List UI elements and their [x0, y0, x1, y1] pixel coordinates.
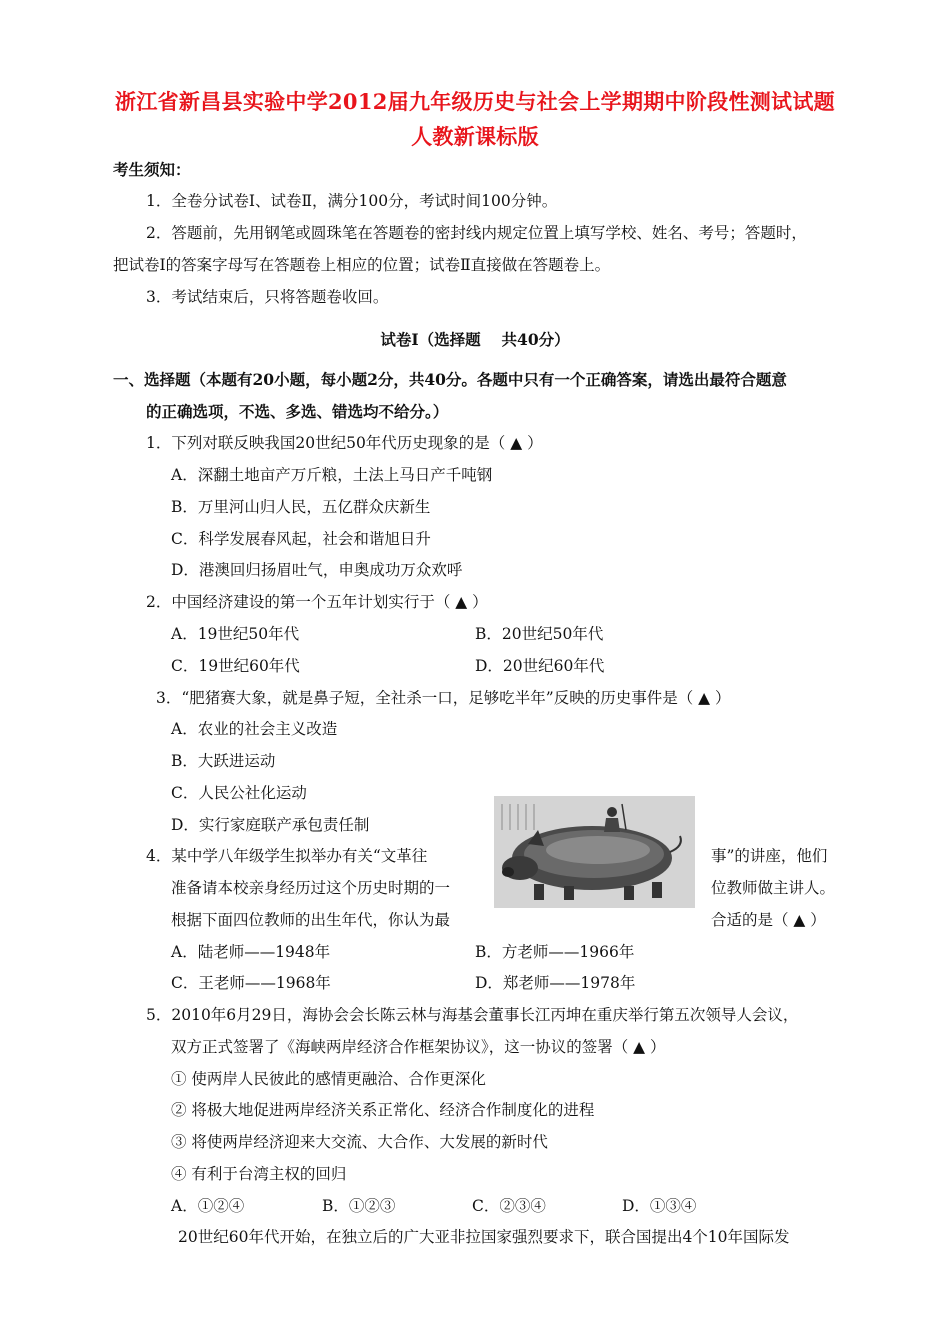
question-5-option: B．①②③ — [322, 1197, 396, 1215]
question-4-stem: 事”的讲座，他们 — [711, 847, 828, 865]
section1-instructions: 一、选择题（本题有20小题，每小题2分，共40分。各题中只有一个正确答案，请选出最符合题意 — [113, 370, 787, 389]
question-3-option: C．人民公社化运动 — [171, 784, 307, 802]
question-5-statement: ① 使两岸人民彼此的感情更融洽、合作更深化 — [171, 1070, 486, 1088]
question-5-stem: 双方正式签署了《海峡两岸经济合作框架协议》，这一协议的签署（ ▲ ） — [171, 1038, 666, 1056]
exam-title-line1: 浙江省新昌县实验中学2012届九年级历史与社会上学期期中阶段性测试试题 — [115, 89, 835, 114]
question-3-option: D．实行家庭联产承包责任制 — [171, 816, 370, 834]
question-1-stem: 1．下列对联反映我国20世纪50年代历史现象的是（ ▲ ） — [146, 434, 543, 452]
question-1-option: A．深翻土地亩产万斤粮，土法上马日产千吨钢 — [171, 466, 493, 484]
notice-item: 1．全卷分试卷Ⅰ、试卷Ⅱ，满分100分，考试时间100分钟。 — [146, 192, 558, 210]
question-2-option: C．19世纪60年代 — [171, 657, 300, 675]
question-4-stem: 准备请本校亲身经历过这个历史时期的一 — [171, 879, 451, 897]
question-4-option: B．方老师——1966年 — [475, 943, 635, 961]
question-5-option: C．②③④ — [472, 1197, 546, 1215]
question-5-statement: ② 将极大地促进两岸经济关系正常化、经济合作制度化的进程 — [171, 1101, 595, 1119]
question-1-option: B．万里河山归人民，五亿群众庆新生 — [171, 498, 431, 516]
question-4-option: A．陆老师——1948年 — [171, 943, 331, 961]
question-4-option: C．王老师——1968年 — [171, 974, 331, 992]
question-2-stem: 2．中国经济建设的第一个五年计划实行于（ ▲ ） — [146, 593, 488, 611]
question-4-stem: 根据下面四位教师的出生年代，你认为最 — [171, 911, 451, 929]
trailing-passage: 20世纪60年代开始，在独立后的广大亚非拉国家强烈要求下，联合国提出4个10年国际发 — [178, 1228, 790, 1246]
question-5-statement: ④ 有利于台湾主权的回归 — [171, 1165, 347, 1183]
notice-item: 把试卷Ⅰ的答案字母写在答题卷上相应的位置；试卷Ⅱ直接做在答题卷上。 — [113, 256, 611, 274]
question-5-stem: 5．2010年6月29日，海协会会长陈云林与海基会董事长江丙坤在重庆举行第五次领导人会议， — [146, 1006, 799, 1024]
question-4-stem: 位教师做主讲人。 — [711, 879, 836, 897]
notice-heading: 考生须知： — [113, 160, 191, 179]
question-3-option: A．农业的社会主义改造 — [171, 720, 338, 738]
question-2-option: A．19世纪50年代 — [171, 625, 300, 643]
pig-illustration-icon — [494, 796, 695, 908]
section1-instructions: 的正确选项，不选、多选、错选均不给分。） — [146, 402, 449, 421]
paper1-heading: 试卷Ⅰ（选择题 共40分） — [380, 330, 570, 349]
question-5-option: D．①③④ — [622, 1197, 697, 1215]
fat-pig-cartoon-image — [494, 796, 695, 908]
question-4-option: D．郑老师——1978年 — [475, 974, 636, 992]
question-1-option: D．港澳回归扬眉吐气，申奥成功万众欢呼 — [171, 561, 463, 579]
notice-item: 3．考试结束后，只将答题卷收回。 — [146, 288, 389, 306]
question-4-stem: 4．某中学八年级学生拟举办有关“文革往 — [146, 847, 428, 865]
notice-item: 2．答题前，先用钢笔或圆珠笔在答题卷的密封线内规定位置上填写学校、姓名、考号；答题时， — [146, 224, 807, 242]
question-5-statement: ③ 将使两岸经济迎来大交流、大合作、大发展的新时代 — [171, 1133, 548, 1151]
question-2-option: D．20世纪60年代 — [475, 657, 605, 675]
question-5-option: A．①②④ — [171, 1197, 245, 1215]
question-4-stem: 合适的是（ ▲ ） — [711, 911, 826, 929]
exam-title-line2: 人教新课标版 — [411, 124, 539, 149]
question-1-option: C．科学发展春风起，社会和谐旭日升 — [171, 530, 431, 548]
question-2-option: B．20世纪50年代 — [475, 625, 604, 643]
question-3-option: B．大跃进运动 — [171, 752, 276, 770]
question-3-stem: 3．“肥猪赛大象，就是鼻子短，全社杀一口，足够吃半年”反映的历史事件是（ ▲ ） — [156, 689, 731, 707]
